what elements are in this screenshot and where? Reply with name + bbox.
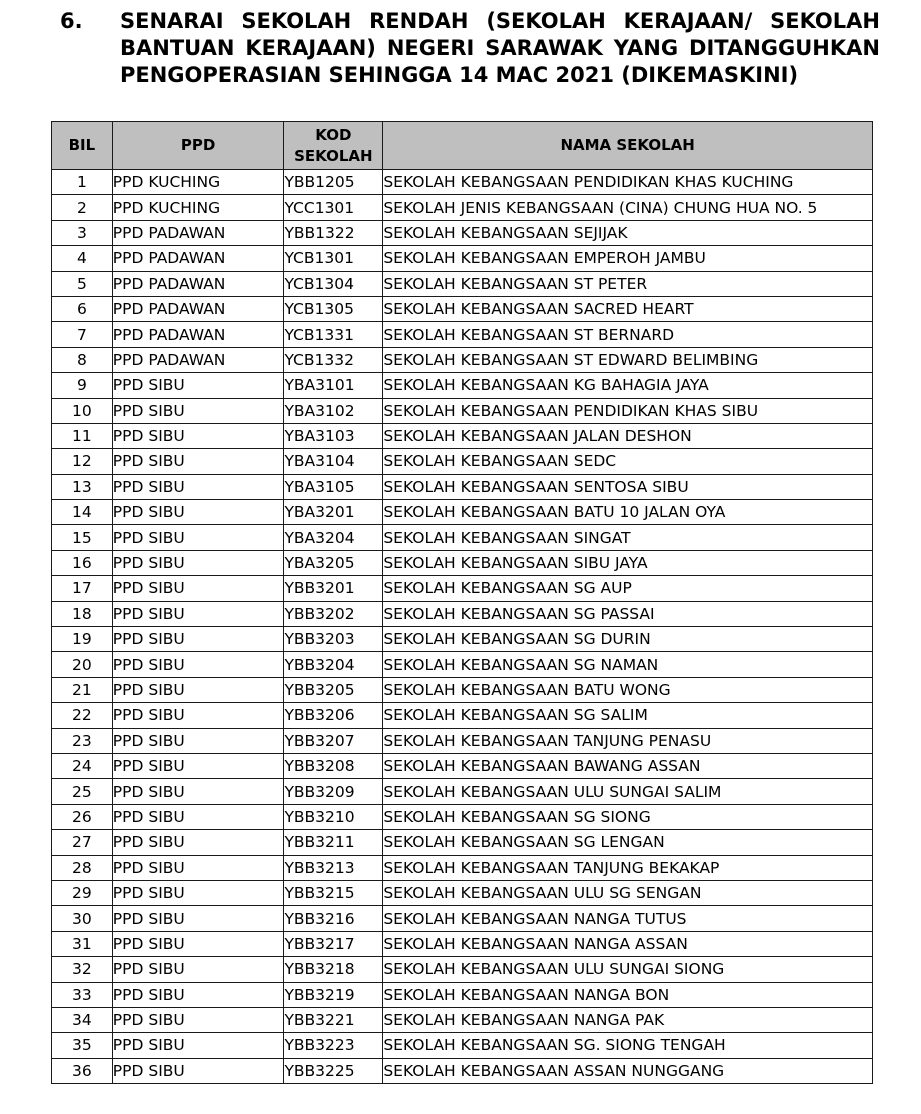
cell-ppd: PPD PADAWAN: [112, 246, 284, 271]
table-row: [52, 1007, 873, 1032]
cell-nama-sekolah: SEKOLAH KEBANGSAAN SACRED HEART: [383, 296, 873, 321]
cell-nama-sekolah: SEKOLAH KEBANGSAAN BATU WONG: [383, 677, 873, 702]
cell-kod-sekolah: YBB3203: [284, 627, 383, 652]
cell-kod-sekolah: YBB3223: [284, 1033, 383, 1058]
cell-bil: 12: [52, 449, 113, 474]
column-header-kod-sekolah: [284, 122, 383, 170]
cell-nama-sekolah: SEKOLAH KEBANGSAAN ULU SG SENGAN: [383, 880, 873, 905]
cell-kod-sekolah: YCB1305: [284, 296, 383, 321]
table-row: [52, 652, 873, 677]
table-row: [52, 347, 873, 372]
cell-nama-sekolah: SEKOLAH KEBANGSAAN NANGA TUTUS: [383, 906, 873, 931]
cell-kod-sekolah: YBB3202: [284, 601, 383, 626]
cell-nama-sekolah: SEKOLAH KEBANGSAAN PENDIDIKAN KHAS KUCHING: [383, 170, 873, 195]
cell-kod-sekolah: YBA3101: [284, 373, 383, 398]
cell-ppd: PPD SIBU: [112, 474, 284, 499]
cell-bil: 32: [52, 957, 113, 982]
table-row: [52, 601, 873, 626]
table-row: [52, 322, 873, 347]
cell-kod-sekolah: YBB3217: [284, 931, 383, 956]
table-row: [52, 170, 873, 195]
table-row: [52, 804, 873, 829]
cell-ppd: PPD SIBU: [112, 1058, 284, 1083]
cell-nama-sekolah: SEKOLAH KEBANGSAAN JALAN DESHON: [383, 423, 873, 448]
cell-bil: 13: [52, 474, 113, 499]
cell-ppd: PPD KUCHING: [112, 195, 284, 220]
cell-kod-sekolah: YCB1301: [284, 246, 383, 271]
cell-bil: 1: [52, 170, 113, 195]
cell-bil: 5: [52, 271, 113, 296]
school-list-table: [51, 121, 873, 1084]
cell-kod-sekolah: YBB3207: [284, 728, 383, 753]
cell-nama-sekolah: SEKOLAH KEBANGSAAN SG AUP: [383, 576, 873, 601]
cell-bil: 15: [52, 525, 113, 550]
cell-kod-sekolah: YBB3205: [284, 677, 383, 702]
cell-bil: 10: [52, 398, 113, 423]
table-row: [52, 373, 873, 398]
cell-ppd: PPD SIBU: [112, 373, 284, 398]
table-row: [52, 246, 873, 271]
cell-kod-sekolah: YBB1205: [284, 170, 383, 195]
cell-bil: 27: [52, 830, 113, 855]
cell-ppd: PPD SIBU: [112, 423, 284, 448]
cell-ppd: PPD SIBU: [112, 500, 284, 525]
cell-ppd: PPD SIBU: [112, 855, 284, 880]
cell-bil: 36: [52, 1058, 113, 1083]
cell-bil: 28: [52, 855, 113, 880]
table-row: [52, 779, 873, 804]
cell-kod-sekolah: YBA3205: [284, 550, 383, 575]
cell-ppd: PPD SIBU: [112, 753, 284, 778]
cell-bil: 3: [52, 220, 113, 245]
cell-kod-sekolah: YCB1331: [284, 322, 383, 347]
cell-nama-sekolah: SEKOLAH KEBANGSAAN SEDC: [383, 449, 873, 474]
table-row: [52, 880, 873, 905]
cell-ppd: PPD PADAWAN: [112, 220, 284, 245]
table-row: [52, 220, 873, 245]
cell-bil: 29: [52, 880, 113, 905]
cell-ppd: PPD SIBU: [112, 880, 284, 905]
cell-bil: 25: [52, 779, 113, 804]
cell-kod-sekolah: YBB3225: [284, 1058, 383, 1083]
cell-ppd: PPD SIBU: [112, 830, 284, 855]
cell-ppd: PPD PADAWAN: [112, 271, 284, 296]
cell-nama-sekolah: SEKOLAH KEBANGSAAN SINGAT: [383, 525, 873, 550]
cell-kod-sekolah: YCB1332: [284, 347, 383, 372]
cell-nama-sekolah: SEKOLAH KEBANGSAAN SG LENGAN: [383, 830, 873, 855]
table-row: [52, 525, 873, 550]
kod-header-line1: KOD: [315, 125, 352, 144]
cell-nama-sekolah: SEKOLAH KEBANGSAAN ULU SUNGAI SIONG: [383, 957, 873, 982]
cell-bil: 31: [52, 931, 113, 956]
cell-bil: 33: [52, 982, 113, 1007]
section-number: 6.: [60, 9, 83, 33]
table-row: [52, 550, 873, 575]
cell-kod-sekolah: YCC1301: [284, 195, 383, 220]
cell-bil: 35: [52, 1033, 113, 1058]
cell-kod-sekolah: YBB3204: [284, 652, 383, 677]
cell-kod-sekolah: YBB3201: [284, 576, 383, 601]
cell-kod-sekolah: YBB3213: [284, 855, 383, 880]
table-row: [52, 271, 873, 296]
table-row: [52, 627, 873, 652]
cell-nama-sekolah: SEKOLAH JENIS KEBANGSAAN (CINA) CHUNG HUA NO. 5: [383, 195, 873, 220]
cell-nama-sekolah: SEKOLAH KEBANGSAAN SG NAMAN: [383, 652, 873, 677]
cell-nama-sekolah: SEKOLAH KEBANGSAAN SG SIONG: [383, 804, 873, 829]
kod-header-line2: SEKOLAH: [294, 146, 373, 165]
cell-ppd: PPD SIBU: [112, 703, 284, 728]
cell-kod-sekolah: YBB3206: [284, 703, 383, 728]
cell-bil: 7: [52, 322, 113, 347]
table-row: [52, 906, 873, 931]
table-row: [52, 1058, 873, 1083]
cell-ppd: PPD SIBU: [112, 906, 284, 931]
table-row: [52, 957, 873, 982]
cell-kod-sekolah: YBB3208: [284, 753, 383, 778]
cell-nama-sekolah: SEKOLAH KEBANGSAAN ST PETER: [383, 271, 873, 296]
cell-nama-sekolah: SEKOLAH KEBANGSAAN KG BAHAGIA JAYA: [383, 373, 873, 398]
cell-kod-sekolah: YBB3215: [284, 880, 383, 905]
table-row: [52, 296, 873, 321]
cell-kod-sekolah: YBB3211: [284, 830, 383, 855]
cell-bil: 21: [52, 677, 113, 702]
cell-nama-sekolah: SEKOLAH KEBANGSAAN BAWANG ASSAN: [383, 753, 873, 778]
cell-bil: 30: [52, 906, 113, 931]
cell-kod-sekolah: YBB3209: [284, 779, 383, 804]
cell-bil: 19: [52, 627, 113, 652]
cell-nama-sekolah: SEKOLAH KEBANGSAAN SENTOSA SIBU: [383, 474, 873, 499]
cell-bil: 22: [52, 703, 113, 728]
cell-bil: 34: [52, 1007, 113, 1032]
cell-ppd: PPD SIBU: [112, 1007, 284, 1032]
cell-ppd: PPD SIBU: [112, 601, 284, 626]
table-row: [52, 423, 873, 448]
column-header-nama-sekolah: NAMA SEKOLAH: [383, 122, 873, 170]
table-row: [52, 474, 873, 499]
table-row: [52, 830, 873, 855]
cell-ppd: PPD SIBU: [112, 398, 284, 423]
cell-kod-sekolah: YBB3218: [284, 957, 383, 982]
cell-ppd: PPD SIBU: [112, 449, 284, 474]
cell-nama-sekolah: SEKOLAH KEBANGSAAN EMPEROH JAMBU: [383, 246, 873, 271]
cell-nama-sekolah: SEKOLAH KEBANGSAAN SIBU JAYA: [383, 550, 873, 575]
cell-ppd: PPD PADAWAN: [112, 322, 284, 347]
table-row: [52, 576, 873, 601]
cell-ppd: PPD SIBU: [112, 550, 284, 575]
cell-nama-sekolah: SEKOLAH KEBANGSAAN SEJIJAK: [383, 220, 873, 245]
cell-bil: 20: [52, 652, 113, 677]
table-row: [52, 195, 873, 220]
cell-bil: 11: [52, 423, 113, 448]
cell-ppd: PPD SIBU: [112, 627, 284, 652]
cell-kod-sekolah: YBB1322: [284, 220, 383, 245]
cell-bil: 6: [52, 296, 113, 321]
cell-kod-sekolah: YBA3102: [284, 398, 383, 423]
cell-bil: 14: [52, 500, 113, 525]
cell-ppd: PPD SIBU: [112, 1033, 284, 1058]
cell-kod-sekolah: YBA3105: [284, 474, 383, 499]
cell-ppd: PPD PADAWAN: [112, 347, 284, 372]
cell-ppd: PPD SIBU: [112, 982, 284, 1007]
cell-ppd: PPD KUCHING: [112, 170, 284, 195]
cell-nama-sekolah: SEKOLAH KEBANGSAAN NANGA ASSAN: [383, 931, 873, 956]
table-body: [52, 170, 873, 1084]
cell-nama-sekolah: SEKOLAH KEBANGSAAN NANGA BON: [383, 982, 873, 1007]
table-row: [52, 982, 873, 1007]
cell-ppd: PPD SIBU: [112, 728, 284, 753]
cell-kod-sekolah: YBB3219: [284, 982, 383, 1007]
cell-ppd: PPD SIBU: [112, 931, 284, 956]
cell-bil: 9: [52, 373, 113, 398]
cell-ppd: PPD SIBU: [112, 525, 284, 550]
cell-nama-sekolah: SEKOLAH KEBANGSAAN TANJUNG PENASU: [383, 728, 873, 753]
cell-nama-sekolah: SEKOLAH KEBANGSAAN SG PASSAI: [383, 601, 873, 626]
cell-kod-sekolah: YCB1304: [284, 271, 383, 296]
table-row: [52, 703, 873, 728]
document-title: SENARAI SEKOLAH RENDAH (SEKOLAH KERAJAAN/ SEKOLAH BANTUAN KERAJAAN) NEGERI SARAWAK YANG DITANGGUHKAN PENGOPERASIAN SEHINGGA 14 MAC 2021 (DIKEMASKINI): [120, 9, 880, 87]
table-row: [52, 449, 873, 474]
cell-kod-sekolah: YBA3201: [284, 500, 383, 525]
cell-bil: 8: [52, 347, 113, 372]
table-row: [52, 1033, 873, 1058]
table-row: [52, 500, 873, 525]
cell-nama-sekolah: SEKOLAH KEBANGSAAN SG SALIM: [383, 703, 873, 728]
cell-nama-sekolah: SEKOLAH KEBANGSAAN TANJUNG BEKAKAP: [383, 855, 873, 880]
cell-ppd: PPD SIBU: [112, 957, 284, 982]
cell-bil: 24: [52, 753, 113, 778]
cell-bil: 26: [52, 804, 113, 829]
cell-nama-sekolah: SEKOLAH KEBANGSAAN BATU 10 JALAN OYA: [383, 500, 873, 525]
cell-ppd: PPD SIBU: [112, 576, 284, 601]
cell-nama-sekolah: SEKOLAH KEBANGSAAN SG DURIN: [383, 627, 873, 652]
cell-kod-sekolah: YBB3216: [284, 906, 383, 931]
cell-ppd: PPD SIBU: [112, 779, 284, 804]
cell-bil: 23: [52, 728, 113, 753]
cell-nama-sekolah: SEKOLAH KEBANGSAAN ULU SUNGAI SALIM: [383, 779, 873, 804]
cell-ppd: PPD SIBU: [112, 804, 284, 829]
cell-ppd: PPD SIBU: [112, 652, 284, 677]
cell-nama-sekolah: SEKOLAH KEBANGSAAN PENDIDIKAN KHAS SIBU: [383, 398, 873, 423]
table-header-row: [52, 122, 873, 170]
cell-bil: 2: [52, 195, 113, 220]
column-header-ppd: PPD: [112, 122, 284, 170]
cell-bil: 18: [52, 601, 113, 626]
table-row: [52, 677, 873, 702]
cell-kod-sekolah: YBA3103: [284, 423, 383, 448]
cell-kod-sekolah: YBA3204: [284, 525, 383, 550]
table-row: [52, 855, 873, 880]
column-header-bil: BIL: [52, 122, 113, 170]
cell-bil: 17: [52, 576, 113, 601]
cell-nama-sekolah: SEKOLAH KEBANGSAAN NANGA PAK: [383, 1007, 873, 1032]
cell-kod-sekolah: YBB3210: [284, 804, 383, 829]
table-row: [52, 398, 873, 423]
cell-kod-sekolah: YBA3104: [284, 449, 383, 474]
table-row: [52, 753, 873, 778]
cell-nama-sekolah: SEKOLAH KEBANGSAAN ST EDWARD BELIMBING: [383, 347, 873, 372]
cell-nama-sekolah: SEKOLAH KEBANGSAAN SG. SIONG TENGAH: [383, 1033, 873, 1058]
cell-bil: 4: [52, 246, 113, 271]
cell-ppd: PPD SIBU: [112, 677, 284, 702]
table-row: [52, 931, 873, 956]
table-row: [52, 728, 873, 753]
cell-ppd: PPD PADAWAN: [112, 296, 284, 321]
cell-nama-sekolah: SEKOLAH KEBANGSAAN ASSAN NUNGGANG: [383, 1058, 873, 1083]
cell-kod-sekolah: YBB3221: [284, 1007, 383, 1032]
cell-nama-sekolah: SEKOLAH KEBANGSAAN ST BERNARD: [383, 322, 873, 347]
cell-bil: 16: [52, 550, 113, 575]
